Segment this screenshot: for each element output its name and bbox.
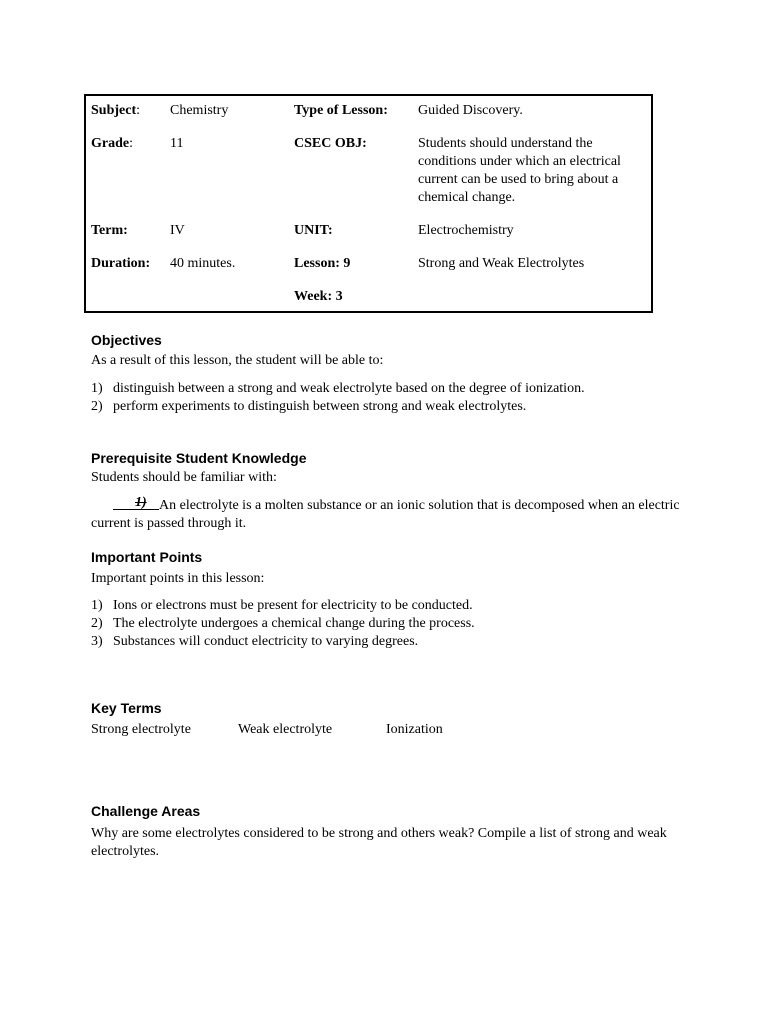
key-term: Strong electrolyte [91,722,191,737]
duration-label: Duration: [91,256,151,271]
important-points-intro: Important points in this lesson: [91,571,265,586]
grade-label: Grade: [91,136,133,151]
lesson-number-label: Lesson: 9 [294,256,351,271]
duration-value: 40 minutes. [170,256,236,271]
key-terms-heading: Key Terms [91,700,162,716]
csec-value: Students should understand the conditions under which an electrical current can be used to bring about a chemical change. [418,136,621,205]
list-item: 2) perform experiments to distinguish between strong and weak electrolytes. [91,399,527,414]
list-item: 3) Substances will conduct electricity to varying degrees. [91,634,419,649]
objectives-list [91,380,585,416]
list-item: 2) The electrolyte undergoes a chemical change during the process. [91,616,475,631]
challenge-text: Why are some electrolytes considered to be strong and others weak? Compile a list of strong and weak electrolytes. [91,826,667,859]
key-term: Weak electrolyte [238,722,333,737]
grade-value: 11 [170,136,184,151]
type-label: Type of Lesson: [294,103,388,118]
term-label: Term: [91,223,128,238]
lesson-title-value: Strong and Weak Electrolytes [418,256,585,271]
subject-label: Subject: [91,103,141,118]
prerequisite-item: 1) An electrolyte is a molten substance or an ionic solution that is decomposed when an electric current is passed through it. [91,495,680,531]
unit-value: Electrochemistry [418,223,514,238]
type-value: Guided Discovery. [418,103,523,118]
week-label: Week: 3 [294,289,343,304]
subject-value: Chemistry [170,103,229,118]
prerequisite-intro: Students should be familiar with: [91,470,277,485]
key-term: Ionization [386,722,443,737]
objectives-intro: As a result of this lesson, the student will be able to: [91,353,384,368]
term-value: IV [170,223,185,238]
list-item: 1) distinguish between a strong and weak electrolyte based on the degree of ionization. [91,381,585,396]
prerequisite-heading: Prerequisite Student Knowledge [91,450,307,466]
list-item: 1) Ions or electrons must be present for electricity to be conducted. [91,598,473,613]
challenge-areas-heading: Challenge Areas [91,803,201,819]
unit-label: UNIT: [294,223,333,238]
important-points-heading: Important Points [91,549,203,565]
csec-label: CSEC OBJ: [294,136,367,151]
important-points-list [91,597,475,651]
objectives-heading: Objectives [91,332,162,348]
